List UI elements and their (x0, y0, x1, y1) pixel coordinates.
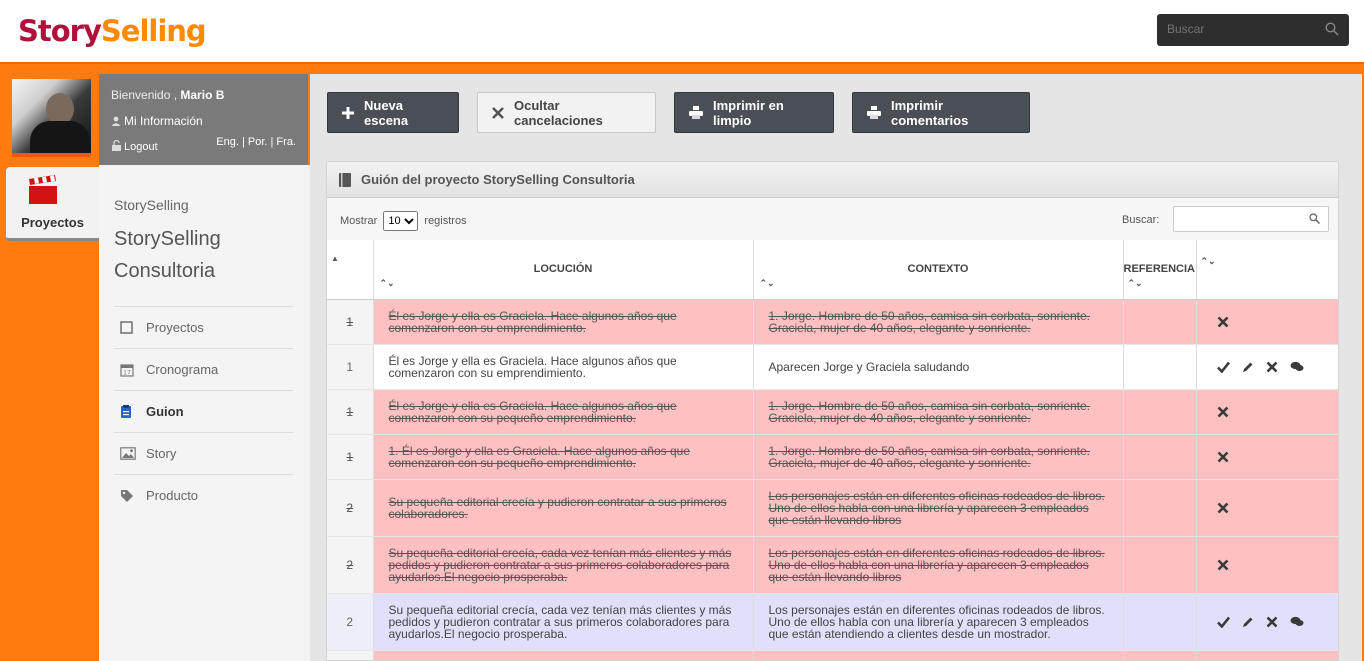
col-header-contexto[interactable] (753, 240, 1123, 299)
new-scene-button[interactable] (327, 92, 459, 133)
contexto-cell (753, 650, 1123, 661)
referencia-cell (1123, 650, 1196, 661)
contexto-cell: Los personajes están en diferentes oficinas rodeados de libros. Uno de ellos habla con una librería y aparecen 3 empleados que están atendiendo a clientes desde un mostrador. (753, 593, 1123, 650)
sort-icon: ⌃⌄ (379, 277, 395, 288)
user-icon (111, 116, 121, 126)
col-header-referencia[interactable] (1123, 240, 1196, 299)
col-header-number[interactable] (327, 240, 373, 299)
hide-cancellations-label: Ocultar cancelaciones (514, 97, 603, 128)
sidebar-nav (114, 306, 293, 516)
table-row[interactable] (327, 299, 1338, 344)
sidebar-item-label: Story (146, 446, 177, 461)
sidebar-item-producto[interactable] (114, 474, 293, 516)
locucion-cell: Su pequeña editorial crecía, cada vez tenían más clientes y más pedidos y pudieron contratar a sus primeros colaboradores para ayudarlos.El negocio prosperaba. (373, 593, 753, 650)
sidebar-project-name: StorySelling Consultoria (114, 228, 221, 282)
delete-icon[interactable] (1217, 406, 1229, 418)
script-table (327, 240, 1339, 661)
table-row[interactable] (327, 479, 1338, 536)
print-clean-label: Imprimir en limpio (713, 97, 784, 128)
table-row[interactable] (327, 434, 1338, 479)
table-row[interactable] (327, 650, 1338, 661)
search-icon (1309, 213, 1320, 227)
col-header-actions[interactable] (1196, 240, 1338, 299)
scene-number-cell: 2 (327, 479, 373, 536)
welcome-prefix: Bienvenido , (111, 88, 178, 102)
row-actions-cell (1196, 479, 1338, 536)
referencia-cell (1123, 389, 1196, 434)
panel-title: Guión del proyecto StorySelling Consultoria (361, 172, 635, 187)
logo-part-story: Story (18, 14, 101, 48)
new-scene-label: Nueva escena (364, 97, 409, 128)
table-header-row (327, 240, 1338, 299)
book-icon (339, 173, 351, 187)
contexto-cell: Aparecen Jorge y Graciela saludando (753, 344, 1123, 389)
col-header-label: CONTEXTO (907, 263, 969, 276)
row-actions-cell (1196, 434, 1338, 479)
row-actions-cell (1196, 536, 1338, 593)
global-search-input[interactable] (1157, 14, 1317, 44)
image-icon (120, 447, 146, 460)
tab-proyectos[interactable] (6, 167, 99, 241)
filter-label: Buscar: (1122, 214, 1160, 226)
scene-number-cell: 1 (327, 299, 373, 344)
calendar-icon (120, 363, 146, 377)
referencia-cell (1123, 344, 1196, 389)
scene-number-cell: 1 (327, 344, 373, 389)
main-content (310, 74, 1362, 661)
comment-icon[interactable] (1290, 616, 1304, 628)
logout-label: Logout (124, 141, 158, 153)
table-controls (327, 198, 1338, 240)
sidebar-item-label: Cronograma (146, 362, 219, 377)
row-actions-cell (1196, 593, 1338, 650)
sidebar-item-proyectos[interactable] (114, 306, 293, 348)
user-name: Mario B (180, 88, 225, 102)
top-header (0, 0, 1364, 64)
delete-icon[interactable] (1266, 361, 1278, 373)
show-suffix: registros (424, 215, 467, 227)
search-icon[interactable] (1325, 22, 1339, 41)
print-clean-button[interactable] (674, 92, 834, 133)
edit-icon[interactable] (1242, 616, 1254, 628)
global-search (1157, 14, 1349, 46)
delete-icon[interactable] (1217, 559, 1229, 571)
delete-icon[interactable] (1217, 502, 1229, 514)
delete-icon[interactable] (1266, 616, 1278, 628)
close-icon (492, 107, 504, 119)
table-row[interactable] (327, 593, 1338, 650)
user-box (99, 74, 308, 165)
table-row[interactable] (327, 344, 1338, 389)
referencia-cell (1123, 536, 1196, 593)
tab-proyectos-label: Proyectos (21, 215, 84, 230)
row-actions-cell (1196, 344, 1338, 389)
col-header-label: REFERENCIA (1123, 263, 1196, 276)
approve-icon[interactable] (1217, 616, 1230, 628)
delete-icon[interactable] (1217, 451, 1229, 463)
scene-number-cell: 1 (327, 434, 373, 479)
lock-icon (111, 140, 122, 151)
row-actions-cell (1196, 299, 1338, 344)
svg-text:17: 17 (123, 369, 131, 376)
tag-icon (120, 489, 146, 503)
sidebar-item-story[interactable] (114, 432, 293, 474)
sort-icon: ⌃⌄ (759, 277, 775, 288)
delete-icon[interactable] (1217, 316, 1229, 328)
approve-icon[interactable] (1217, 361, 1230, 373)
scene-number-cell: 1 (327, 389, 373, 434)
clapperboard-icon (26, 173, 60, 212)
welcome-text (111, 88, 224, 102)
contexto-cell: 1. Jorge. Hombre de 50 años, camisa sin corbata, sonriente. Graciela, mujer de 40 años, elegante y sonriente. (753, 434, 1123, 479)
sort-icon: ⌃⌄ (1127, 277, 1143, 288)
edit-icon[interactable] (1242, 361, 1254, 373)
page-size-control (340, 211, 467, 231)
scene-number-cell: 2 (327, 593, 373, 650)
locucion-cell (373, 650, 753, 661)
table-body (327, 299, 1338, 661)
my-info-link[interactable] (111, 114, 203, 128)
locucion-cell: Su pequeña editorial crecía, cada vez tenían más clientes y más pedidos y pudieron contratar a sus primeros colaboradores para ayudarlos.El negocio prosperaba. (373, 536, 753, 593)
my-info-label: Mi Información (124, 114, 203, 128)
contexto-cell: Los personajes están en diferentes oficinas rodeados de libros. Uno de ellos habla con una librería y aparecen 3 empleados que están llevando libros (753, 536, 1123, 593)
contexto-cell: 1. Jorge. Hombre de 50 años, camisa sin corbata, sonriente. Graciela, mujer de 40 años, elegante y sonriente. (753, 389, 1123, 434)
avatar (12, 79, 91, 157)
filter-input[interactable] (1173, 206, 1329, 232)
print-icon (689, 106, 703, 119)
sidebar-item-cronograma[interactable] (114, 348, 293, 390)
locucion-cell: Él es Jorge y ella es Graciela. Hace algunos años que comenzaron con su pequeño emprendimiento. (373, 389, 753, 434)
show-prefix: Mostrar (340, 215, 378, 227)
scene-number-cell: 2 (327, 536, 373, 593)
referencia-cell (1123, 593, 1196, 650)
sidebar-item-label: Producto (146, 488, 199, 503)
contexto-cell: Los personajes están en diferentes oficinas rodeados de libros. Uno de ellos habla con una librería y aparecen 3 empleados que están llevando libros (753, 479, 1123, 536)
sidebar-item-label: Guion (146, 404, 184, 419)
row-actions-cell (1196, 650, 1338, 661)
referencia-cell (1123, 299, 1196, 344)
language-switcher[interactable]: Eng. | Por. | Fra. (216, 136, 296, 148)
referencia-cell (1123, 434, 1196, 479)
row-actions-cell (1196, 389, 1338, 434)
square-icon (120, 321, 146, 334)
table-row[interactable] (327, 536, 1338, 593)
locucion-cell: 1. Él es Jorge y ella es Graciela. Hace algunos años que comenzaron con su pequeño emprendimiento. (373, 434, 753, 479)
locucion-cell: Él es Jorge y ella es Graciela. Hace algunos años que comenzaron con su emprendimiento. (373, 344, 753, 389)
page-size-select[interactable] (383, 211, 418, 231)
sidebar-item-label: Proyectos (146, 320, 204, 335)
sort-icon: ⌃⌄ (1200, 256, 1216, 266)
table-row[interactable] (327, 389, 1338, 434)
comment-icon[interactable] (1290, 361, 1304, 373)
sort-asc-icon: ▲ (331, 254, 339, 263)
locucion-cell: Él es Jorge y ella es Graciela. Hace algunos años que comenzaron con su emprendimiento. (373, 299, 753, 344)
locucion-cell: Su pequeña editorial crecía y pudieron contratar a sus primeros colaboradores. (373, 479, 753, 536)
referencia-cell (1123, 479, 1196, 536)
col-header-label: LOCUCIÓN (533, 263, 593, 276)
panel-header (327, 162, 1338, 198)
scene-number-cell (327, 650, 373, 661)
logout-link[interactable] (111, 140, 158, 153)
print-comments-label: Imprimir comentarios (891, 97, 969, 128)
plus-icon (342, 107, 354, 119)
logo-part-selling: Selling (100, 14, 206, 48)
sidebar-item-guion[interactable] (114, 390, 293, 432)
hide-cancellations-button[interactable] (477, 92, 656, 133)
script-icon (120, 405, 146, 419)
contexto-cell: 1. Jorge. Hombre de 50 años, camisa sin corbata, sonriente. Graciela, mujer de 40 años, elegante y sonriente. (753, 299, 1123, 344)
print-comments-button[interactable] (852, 92, 1030, 133)
col-header-locucion[interactable] (373, 240, 753, 299)
sidebar-org-name: StorySelling (114, 197, 189, 213)
script-panel (326, 161, 1339, 661)
print-icon (867, 106, 881, 119)
sidebar (99, 165, 310, 661)
logo[interactable] (18, 14, 206, 48)
